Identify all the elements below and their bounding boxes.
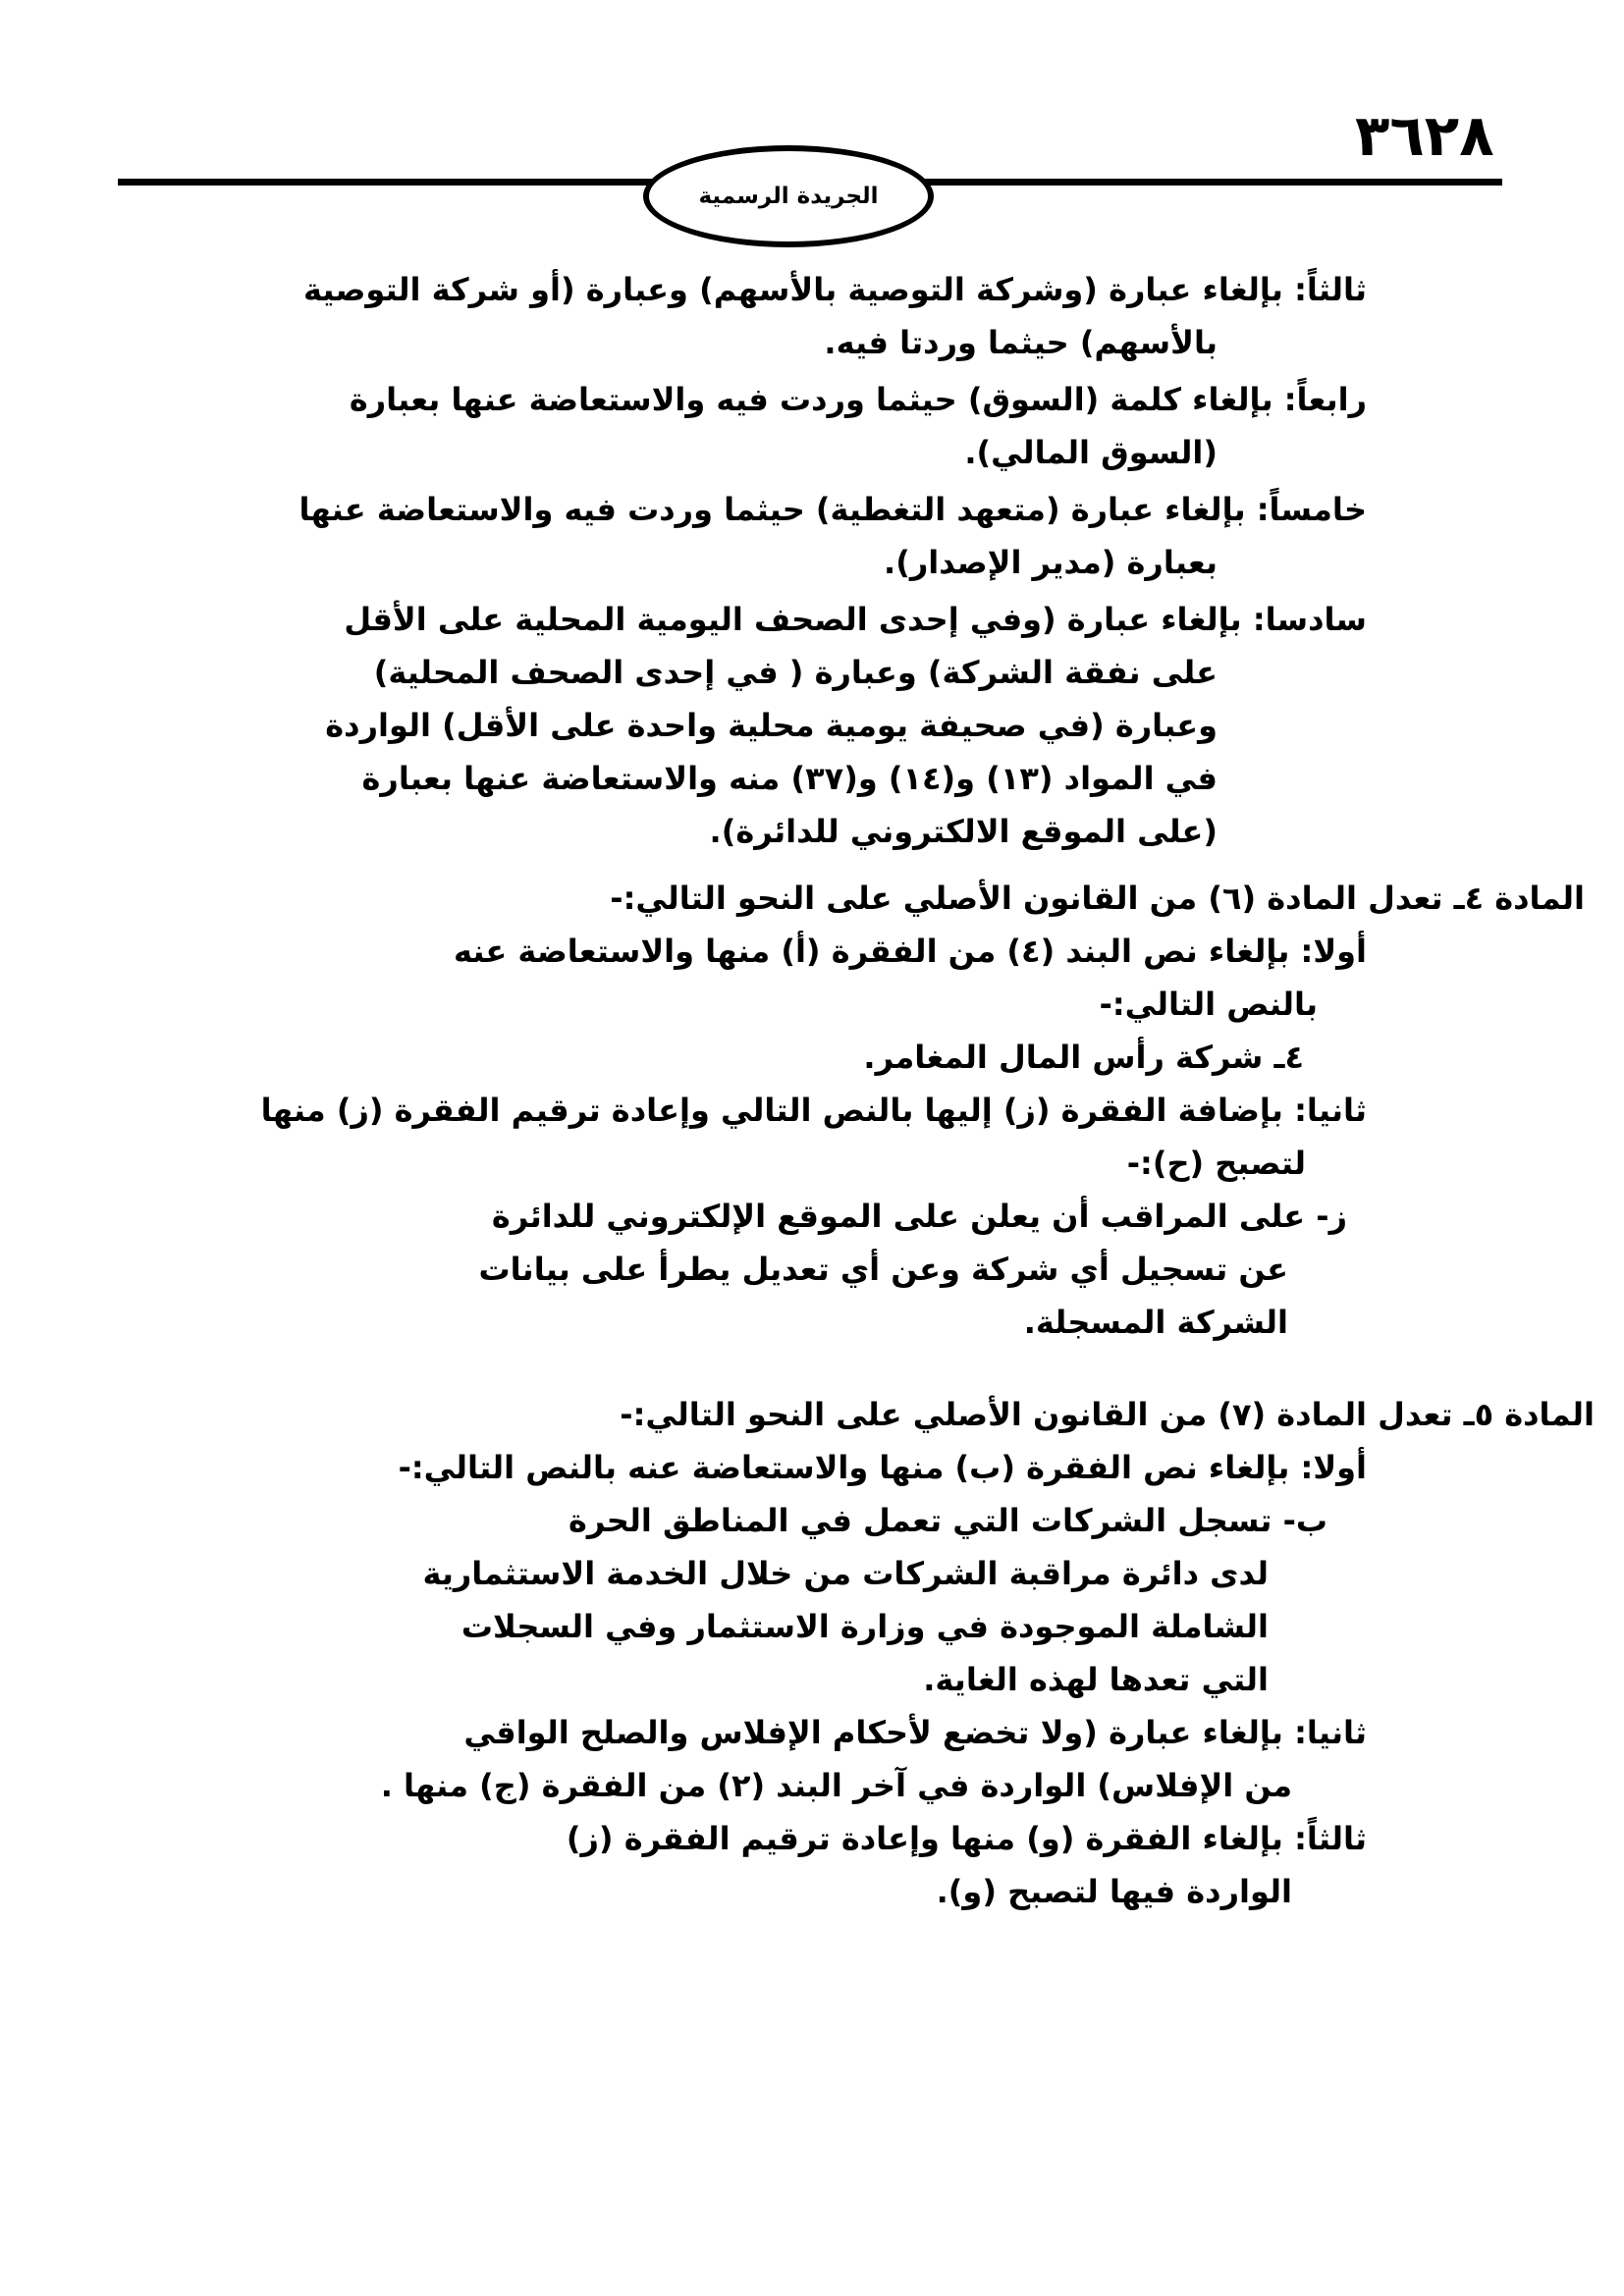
art5-clause-thaniyan [253,1706,1367,1812]
text-line: ثانيا: بإضافة الفقرة (ز) إليها بالنص التالي وإعادة ترقيم الفقرة (ز) منها [260,1092,1367,1129]
text-line: وعبارة (في صحيفة يومية محلية واحدة على الأقل) الواردة [325,707,1218,744]
text-line: بعبارة (مدير الإصدار). [884,544,1218,581]
text-line: ز- على المراقب أن يعلن على الموقع الإلكتروني للدائرة [491,1198,1347,1235]
art5-paragraph-ba [253,1494,1367,1706]
art4-clause-thaniyan [253,1084,1367,1190]
document-body [253,263,1595,1918]
text-line: ب- تسجل الشركات التي تعمل في المناطق الحرة [568,1502,1327,1539]
text-line: الواردة فيها لتصبح (و). [936,1873,1292,1910]
text-line: خامساً: بإلغاء عبارة (متعهد التغطية) حيثما وردت فيه والاستعاضة عنها [298,491,1367,528]
text-line: أولا: بإلغاء نص البند (٤) من الفقرة (أ) منها والاستعاضة عنه [453,933,1367,970]
article-5-heading: المادة ٥ـ تعدل المادة (٧) من القانون الأصلي على النحو التالي:- [620,1396,1595,1433]
text-line: ثالثاً: بإلغاء عبارة (وشركة التوصية بالأسهم) وعبارة (أو شركة التوصية [302,271,1367,308]
text-line: سادسا: بإلغاء عبارة (وفي إحدى الصحف اليومية المحلية على الأقل [344,601,1367,638]
clause-rabian [253,373,1367,479]
text-line: بالأسهم) حيثما وردتا فيه. [824,324,1218,361]
text-line: (السوق المالي). [964,434,1218,471]
clause-thalithan [253,263,1367,369]
text-line: لتصبح (ح):- [1126,1145,1306,1182]
text-line: ثالثاً: بإلغاء الفقرة (و) منها وإعادة ترقيم الفقرة (ز) [566,1820,1367,1857]
art5-clause-thalithan [253,1812,1367,1918]
page-number: ٣٦٢٨ [1355,102,1494,169]
clause-sadisan [253,593,1367,858]
clause-khamisan [253,483,1367,589]
text-line: لدى دائرة مراقبة الشركات من خلال الخدمة الاستثمارية [422,1555,1269,1592]
text-line: عن تسجيل أي شركة وعن أي تعديل يطرأ على بيانات [478,1251,1288,1288]
gazette-name: الجريدة الرسمية [698,184,879,209]
text-line: في المواد (١٣) و(١٤) و(٣٧) منه والاستعاضة عنها بعبارة [361,760,1218,797]
art4-clause-awwalan [253,925,1367,1084]
text-line: ثانيا: بإلغاء عبارة (ولا تخضع لأحكام الإفلاس والصلح الواقي [463,1714,1367,1751]
text-line: أولا: بإلغاء نص الفقرة (ب) منها والاستعاضة عنه بالنص التالي:- [398,1449,1367,1486]
art5-clause-awwalan [253,1441,1367,1494]
text-line: على نفقة الشركة) وعبارة ( في إحدى الصحف المحلية) [373,654,1218,691]
text-line: من الإفلاس) الواردة في آخر البند (٢) من الفقرة (ج) منها . [380,1767,1292,1804]
text-line: الشاملة الموجودة في وزارة الاستثمار وفي السجلات [460,1608,1269,1645]
text-line: التي تعدها لهذه الغاية. [923,1661,1269,1698]
gazette-name-oval [643,145,934,247]
text-line: بالنص التالي:- [1099,986,1318,1023]
text-line: ٤ـ شركة رأس المال المغامر. [863,1039,1304,1076]
text-line: رابعاً: بإلغاء كلمة (السوق) حيثما وردت فيه والاستعاضة عنها بعبارة [349,381,1367,418]
text-line: الشركة المسجلة. [1023,1304,1288,1341]
article-4-heading: المادة ٤ـ تعدل المادة (٦) من القانون الأصلي على النحو التالي:- [610,880,1585,917]
art4-paragraph-zay [253,1190,1367,1349]
text-line: (على الموقع الالكتروني للدائرة). [709,813,1218,850]
